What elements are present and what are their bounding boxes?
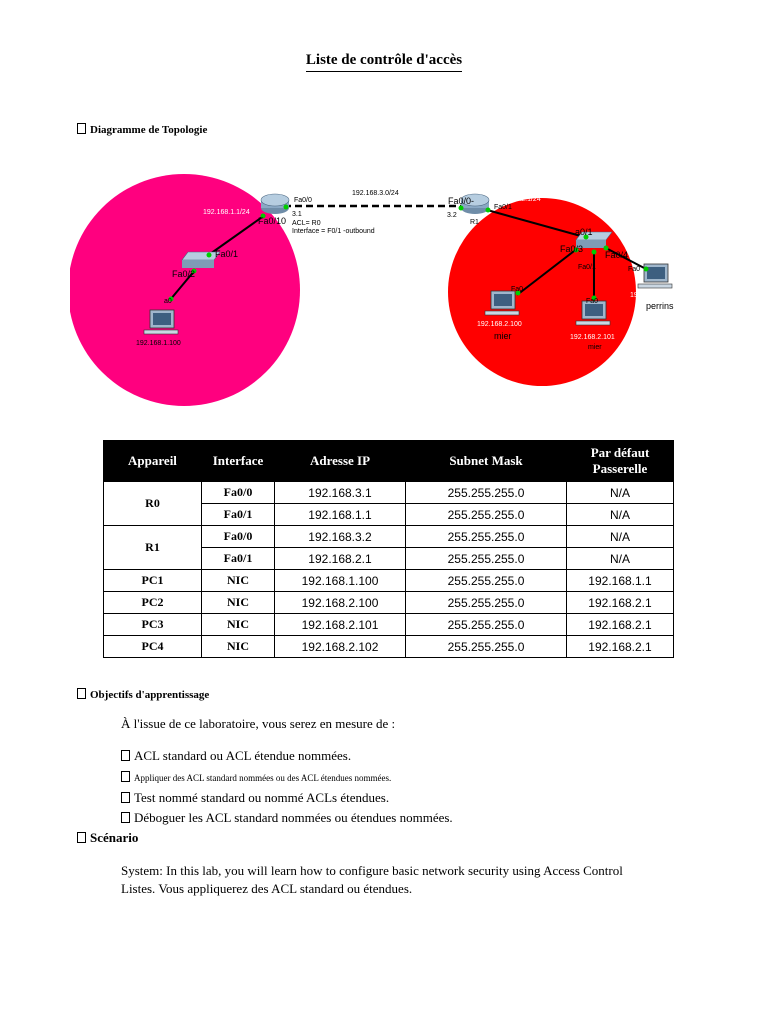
mask-cell: 255.255.255.0 [406,526,567,548]
scenario-heading: Scénario [77,830,138,846]
r1-wan-port-label: Fa0/0- [448,196,475,206]
table-row [104,592,674,614]
pc2-ip-label: 192.168.2.100 [477,321,522,328]
interface-cell: NIC [202,570,275,592]
interface-cell: NIC [202,614,275,636]
gateway-cell: 192.168.2.1 [567,636,674,658]
missing-glyph-icon [121,812,130,823]
missing-glyph-icon [121,792,130,803]
right-switch-left-port-label: Fa0/3 [560,244,584,254]
pc1-port-label: a0 [164,298,172,305]
r1-name-label: R1 [470,219,479,226]
interface-cell: NIC [202,592,275,614]
pc4-ip-label: 192.168.2.102 [630,292,675,299]
ip-cell: 192.168.1.100 [275,570,406,592]
pc1-ip-label: 192.168.1.100 [136,340,181,347]
r0-acl-label: ACL= R0 [292,220,321,227]
table-row [104,482,674,504]
gateway-cell: N/A [567,526,674,548]
topology-diagram [70,160,710,430]
device-cell: R1 [104,526,202,570]
table-header-row [104,441,674,482]
r0-lan-port-label: Fa0/10 [258,216,287,226]
pc3-ip-label: 192.168.2.101 [570,334,615,341]
table-row [104,526,674,548]
router-r0-icon [261,194,289,214]
list-item: Appliquer des ACL standard nommées ou des ACL étendues nommées. [121,771,391,783]
mask-cell: 255.255.255.0 [406,636,567,658]
device-cell: PC1 [104,570,202,592]
interface-cell: Fa0/1 [202,504,275,526]
mask-cell: 255.255.255.0 [406,592,567,614]
header-device: Appareil [104,441,202,482]
list-item: ACL standard ou ACL étendue nommées. [121,748,351,764]
mask-cell: 255.255.255.0 [406,570,567,592]
ip-cell: 192.168.1.1 [275,504,406,526]
pc4-port-label: Fa0 [628,266,641,273]
r1-gateway-ip-label: 192.168.2.1/24 [494,196,541,203]
ip-cell: 192.168.3.1 [275,482,406,504]
r1-ip-suffix-label: 3.2 [447,212,457,219]
device-cell: PC3 [104,614,202,636]
scenario-text: System: In this lab, you will learn how to configure basic network security using Access Control Listes. Vous appliquerez des ACL standard ou étendues. [121,863,623,896]
ip-cell: 192.168.2.102 [275,636,406,658]
right-switch-up-port-label: a0/1 [575,227,593,237]
mask-cell: 255.255.255.0 [406,548,567,570]
r0-gateway-ip-label: 192.168.1.1/24 [203,209,250,216]
ip-cell: 192.168.2.101 [275,614,406,636]
r0-wan-port-label: Fa0/0 [294,197,312,204]
missing-glyph-icon [121,771,130,782]
device-cell: PC2 [104,592,202,614]
topology-heading: Diagramme de Topologie [77,123,207,136]
header-subnet-mask: Subnet Mask [406,441,567,482]
ip-cell: 192.168.2.100 [275,592,406,614]
ip-cell: 192.168.2.1 [275,548,406,570]
left-switch-down-port-label: Fa0/2 [172,269,196,279]
r0-ip-suffix-label: 3.1 [292,211,302,218]
gateway-cell: 192.168.2.1 [567,614,674,636]
table-row [104,636,674,658]
link-network-label: 192.168.3.0/24 [352,190,399,197]
table-row [104,614,674,636]
missing-glyph-icon [77,123,86,134]
header-ip-address: Adresse IP [275,441,406,482]
interface-cell: Fa0/0 [202,526,275,548]
header-default-gateway: Par défaut Passerelle [567,441,674,482]
page-title: Liste de contrôle d'accès [0,52,768,69]
right-switch-down-port-label: Fa0/1 [578,264,596,271]
objectives-intro: À l'issue de ce laboratoire, vous serez en mesure de : [121,716,396,731]
pc3-name-label: mier [588,344,602,351]
interface-cell: Fa0/0 [202,482,275,504]
missing-glyph-icon [121,750,130,761]
gateway-cell: 192.168.2.1 [567,592,674,614]
r0-interface-label: Interface = F0/1 -outbound [292,228,375,235]
gateway-cell: 192.168.1.1 [567,570,674,592]
objectives-heading: Objectifs d'apprentissage [77,688,209,701]
addressing-table [103,440,674,658]
table-row [104,570,674,592]
list-item: Déboguer les ACL standard nommées ou étendues nommées. [121,810,453,826]
pc2-name-label: mier [494,331,512,341]
right-switch-right-port-label: Fa0/4 [605,250,629,260]
r1-lan-port-label: Fa0/1 [494,204,512,211]
missing-glyph-icon [77,832,86,843]
mask-cell: 255.255.255.0 [406,482,567,504]
gateway-cell: N/A [567,504,674,526]
pc2-port-label: Fa0 [511,286,524,293]
device-cell: R0 [104,482,202,526]
left-switch-up-port-label: Fa0/1 [215,249,239,259]
interface-cell: NIC [202,636,275,658]
mask-cell: 255.255.255.0 [406,504,567,526]
ip-cell: 192.168.3.2 [275,526,406,548]
gateway-cell: N/A [567,482,674,504]
pc4-name-label: perrins [646,301,674,311]
header-interface: Interface [202,441,275,482]
pc3-port-label: Fa0 [586,298,599,305]
missing-glyph-icon [77,688,86,699]
list-item: Test nommé standard ou nommé ACLs étendues. [121,790,389,806]
device-cell: PC4 [104,636,202,658]
interface-cell: Fa0/1 [202,548,275,570]
gateway-cell: N/A [567,548,674,570]
mask-cell: 255.255.255.0 [406,614,567,636]
